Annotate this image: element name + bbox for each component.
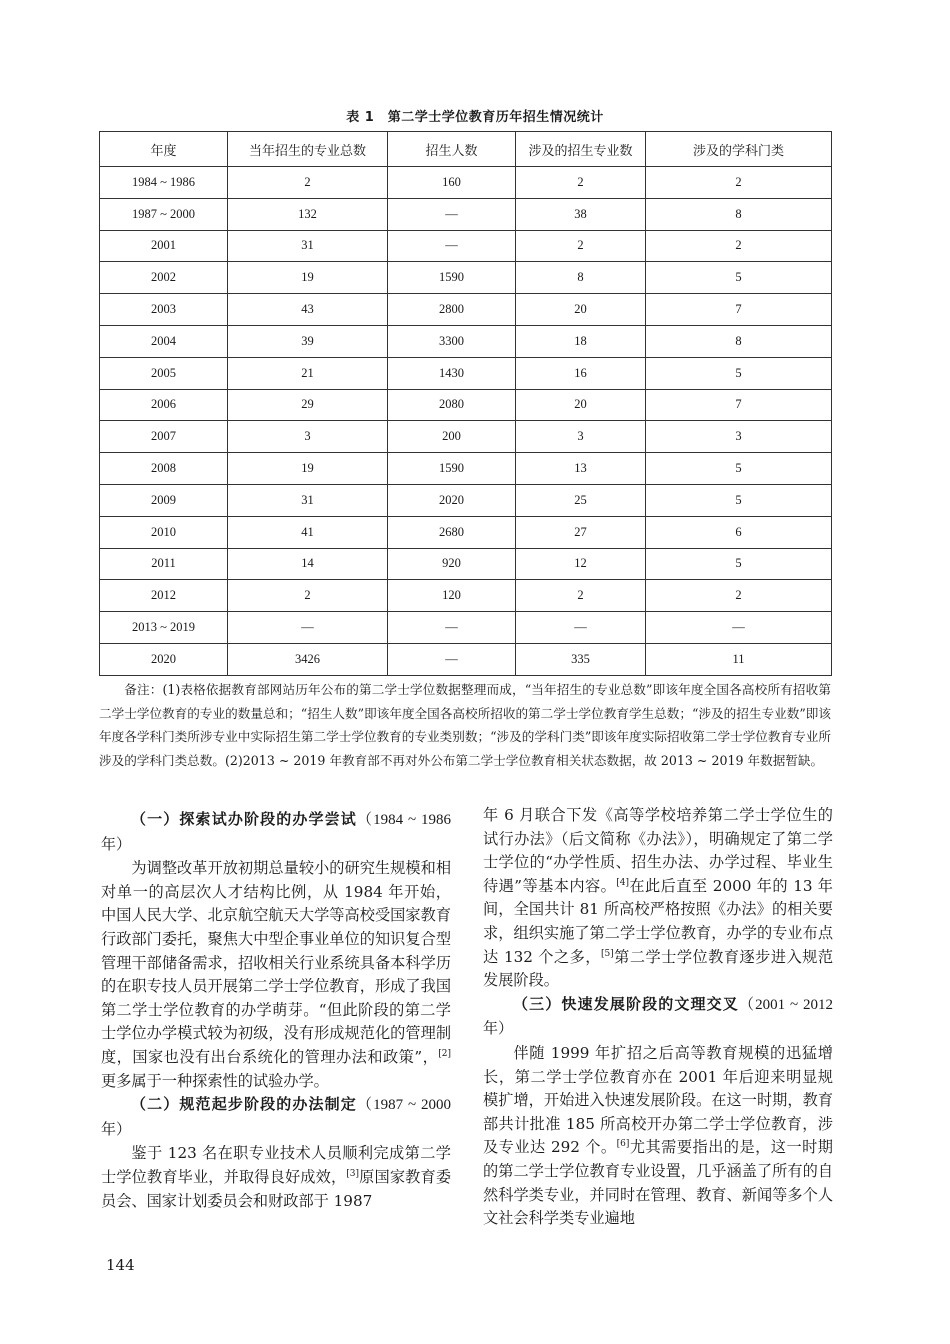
table-cell: 2007	[100, 421, 228, 453]
section-heading-3-title: （三）快速发展阶段的文理交叉	[513, 994, 739, 1013]
table-row	[100, 167, 832, 199]
table-cell: —	[388, 643, 516, 675]
table-cell: 2008	[100, 453, 228, 485]
citation-2: [2]	[438, 1048, 451, 1059]
table-cell: —	[646, 612, 832, 644]
table-cell: 2011	[100, 548, 228, 580]
table-cell: 31	[228, 484, 388, 516]
table-cell: 21	[228, 357, 388, 389]
table-cell: 200	[388, 421, 516, 453]
table-cell: —	[228, 612, 388, 644]
table-row	[100, 643, 832, 675]
paragraph-1	[101, 857, 451, 1093]
table-cell: 335	[516, 643, 646, 675]
table-cell: —	[388, 198, 516, 230]
section-heading-1-title: （一）探索试办阶段的办学尝试	[131, 810, 357, 828]
paragraph-2-cont-text: 年 6 月联合下发《高等学校培养第二学士学位生的试行办法》（后文简称《办法》），明确规定了第二学士学位的“办学性质、招生办法、办学过程、毕业生待遇”等基本内容。	[483, 806, 833, 895]
table-cell: 5	[646, 453, 832, 485]
section-heading-2-title: （二）规范起步阶段的办法制定	[131, 1095, 357, 1114]
paragraph-1-text-end: 更多属于一种探索性的试验办学。	[101, 1071, 329, 1090]
table-cell: 1430	[388, 357, 516, 389]
table-cell: —	[516, 612, 646, 644]
table-notes: 备注：(1)表格依据教育部网站历年公布的第二学士学位数据整理而成，“当年招生的专业总数”即该年度全国各高校所有招收第二学士学位教育的专业的数量总和；“招生人数”即该年度全国各高校所招收的第二学士学位教育学生总数；“涉及的招生专业数”即该年度各学科门类所涉专业中实际招生第二学士学位教育的专业类别数；“涉及的学科门类”即该年度实际招收第二学士学位教育专业所涉及的学科门类总数。(2)2013 ~ 2019 年教育部不再对外公布第二学士学位教育相关状态数据，故 2013 ~ 2019 年数据暂缺。	[99, 682, 831, 768]
table-row	[100, 548, 832, 580]
table-row	[100, 294, 832, 326]
table-cell: 39	[228, 325, 388, 357]
table-row	[100, 357, 832, 389]
table-cell: 2006	[100, 389, 228, 421]
enrollment-statistics-table	[99, 131, 832, 676]
table-cell: 25	[516, 484, 646, 516]
table-row	[100, 612, 832, 644]
column-header-involved-majors: 涉及的招生专业数	[516, 132, 646, 167]
table-cell: 2800	[388, 294, 516, 326]
table-cell: 1984 ~ 1986	[100, 167, 228, 199]
section-heading-2	[101, 1093, 451, 1142]
table-cell: 3	[228, 421, 388, 453]
section-heading-3	[483, 993, 833, 1042]
paragraph-1-text: 为调整改革开放初期总量较小的研究生规模和相对单一的高层次人才结构比例，从 1984 年开始，中国人民大学、北京航空航天大学等高校受国家教育行政部门委托，聚焦大中型企事业单位的知识复合型管理干部储备需求，招收相关行业系统具备本科学历的在职专技人员开展第二学士学位教育，形成了我国第二学士学位教育的办学萌芽。“但此阶段的第二学士学位办学模式较为初级，没有形成规范化的管理制度，国家也没有出台系统化的管理办法和政策”，	[101, 859, 451, 1066]
table-cell: 11	[646, 643, 832, 675]
table-cell: 2	[228, 167, 388, 199]
table-cell: 27	[516, 516, 646, 548]
left-text-column	[101, 808, 451, 1213]
citation-3: [3]	[346, 1168, 360, 1179]
table-cell: 31	[228, 230, 388, 262]
table-cell: 29	[228, 389, 388, 421]
table-cell: 3300	[388, 325, 516, 357]
table-header-row	[100, 132, 832, 167]
column-header-year: 年度	[100, 132, 228, 167]
table-cell: 14	[228, 548, 388, 580]
table-cell: 5	[646, 484, 832, 516]
table-cell: 5	[646, 262, 832, 294]
paragraph-2-text: 鉴于 123 名在职专业技术人员顺利完成第二学士学位教育毕业，并取得良好成效，	[101, 1144, 451, 1186]
table-row	[100, 453, 832, 485]
table-cell: 2004	[100, 325, 228, 357]
table-cell: 2003	[100, 294, 228, 326]
table-cell: 18	[516, 325, 646, 357]
table-row	[100, 262, 832, 294]
table-cell: 7	[646, 294, 832, 326]
table-cell: 1590	[388, 262, 516, 294]
page-number: 144	[106, 1256, 135, 1274]
table-cell: 41	[228, 516, 388, 548]
citation-5: [5]	[600, 948, 614, 959]
table-cell: 8	[516, 262, 646, 294]
table-cell: 2002	[100, 262, 228, 294]
paragraph-2-cont-text-2: 在此后直至 2000 年的 13 年间，全国共计 81 所高校严格按照《办法》的相关要求，组织实施了第二学士学位教育，办学的专业布点达 132 个之多，	[483, 876, 833, 966]
paragraph-2-cont-text-3: 第二学士学位教育逐步进入规范发展阶段。	[483, 947, 834, 990]
table-cell: 2	[228, 580, 388, 612]
paragraph-3-text: 伴随 1999 年扩招之后高等教育规模的迅猛增长，第二学士学位教育亦在 2001 年后迎来明显规模扩增，开始进入快速发展阶段。在这一时期，教育部共计批准 185 所高校开办第二学士学位教育，涉及专业达 292 个。	[483, 1043, 833, 1157]
section-heading-1-years: （1984 ~ 1986 年）	[101, 812, 451, 853]
table-cell: 8	[646, 198, 832, 230]
table-cell: 2080	[388, 389, 516, 421]
table-cell: 16	[516, 357, 646, 389]
table-cell: 43	[228, 294, 388, 326]
table-cell: 920	[388, 548, 516, 580]
table-cell: 2020	[388, 484, 516, 516]
paragraph-2	[101, 1142, 451, 1213]
table-cell: 2013 ~ 2019	[100, 612, 228, 644]
column-header-total-majors: 当年招生的专业总数	[228, 132, 388, 167]
table-cell: 13	[516, 453, 646, 485]
table-cell: 2001	[100, 230, 228, 262]
table-cell: 2010	[100, 516, 228, 548]
table-cell: —	[388, 612, 516, 644]
citation-4: [4]	[616, 877, 629, 888]
table-cell: 2009	[100, 484, 228, 516]
paragraph-2-continued	[483, 804, 833, 993]
table-cell: 2	[646, 230, 832, 262]
table-row	[100, 516, 832, 548]
table-caption: 表 1 第二学士学位教育历年招生情况统计	[346, 110, 604, 125]
table-cell: —	[388, 230, 516, 262]
table-cell: 1987 ~ 2000	[100, 198, 228, 230]
table-body	[100, 167, 832, 676]
table-cell: 1590	[388, 453, 516, 485]
table-cell: 20	[516, 294, 646, 326]
table-cell: 2005	[100, 357, 228, 389]
table-cell: 2020	[100, 643, 228, 675]
table-cell: 38	[516, 198, 646, 230]
section-heading-1	[101, 808, 451, 857]
paragraph-3	[483, 1042, 833, 1231]
table-row	[100, 198, 832, 230]
table-row	[100, 230, 832, 262]
table-cell: 132	[228, 198, 388, 230]
table-cell: 2012	[100, 580, 228, 612]
table-cell: 2	[646, 167, 832, 199]
table-cell: 12	[516, 548, 646, 580]
table-row	[100, 484, 832, 516]
table-cell: 3	[516, 421, 646, 453]
table-cell: 19	[228, 262, 388, 294]
table-row	[100, 580, 832, 612]
table-cell: 2	[516, 230, 646, 262]
table-cell: 3	[646, 421, 832, 453]
table-row	[100, 325, 832, 357]
table-cell: 2	[646, 580, 832, 612]
table-cell: 120	[388, 580, 516, 612]
table-cell: 19	[228, 453, 388, 485]
paragraph-3-text-end: 尤其需要指出的是，这一时期的第二学士学位教育专业设置，几乎涵盖了所有的自然科学类专业，并同时在管理、教育、新闻等多个人文社会科学类专业遍地	[483, 1138, 833, 1228]
column-header-enrollment: 招生人数	[388, 132, 516, 167]
section-heading-3-years: （2001 ~ 2012 年）	[483, 996, 833, 1038]
table-cell: 20	[516, 389, 646, 421]
table-cell: 8	[646, 325, 832, 357]
table-cell: 2	[516, 167, 646, 199]
table-cell: 6	[646, 516, 832, 548]
paragraph-2-text-end: 原国家教育委员会、国家计划委员会和财政部于 1987	[101, 1167, 452, 1210]
right-text-column	[483, 804, 833, 1231]
table-cell: 3426	[228, 643, 388, 675]
table-row	[100, 421, 832, 453]
table-cell: 5	[646, 357, 832, 389]
table-cell: 5	[646, 548, 832, 580]
column-header-disciplines: 涉及的学科门类	[646, 132, 832, 167]
table-cell: 2	[516, 580, 646, 612]
table-cell: 2680	[388, 516, 516, 548]
section-heading-2-years: （1987 ~ 2000 年）	[101, 1097, 451, 1138]
table-row	[100, 389, 832, 421]
citation-6: [6]	[616, 1139, 630, 1150]
table-cell: 7	[646, 389, 832, 421]
table-cell: 160	[388, 167, 516, 199]
